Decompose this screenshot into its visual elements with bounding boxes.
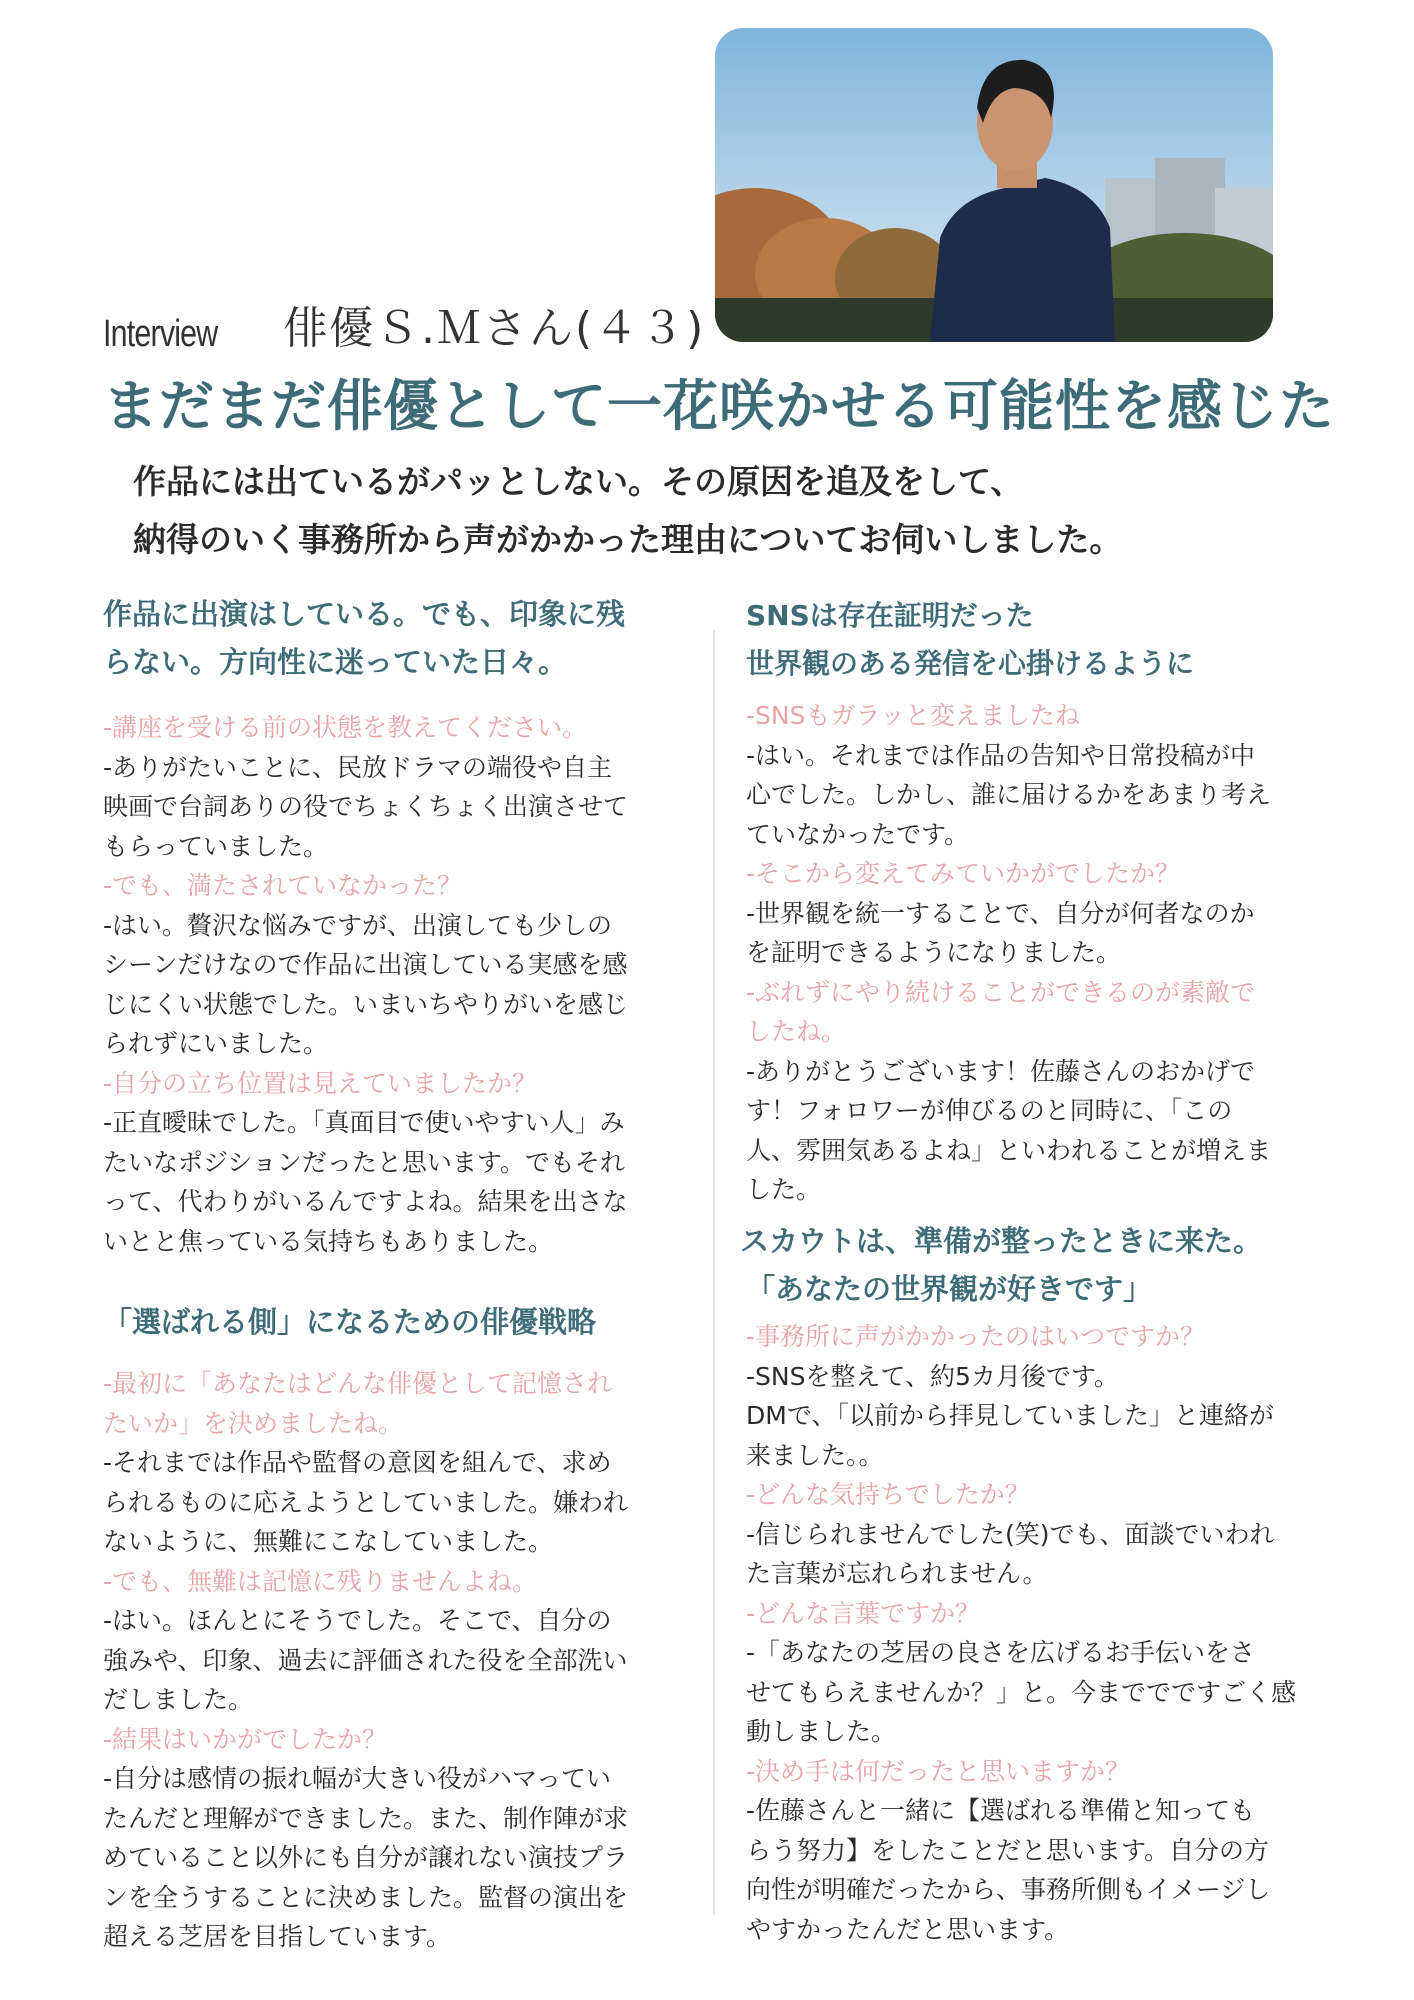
section-body [746, 696, 1326, 1210]
answer-line: じにくい状態でした。いまいちやりがいを感じ [103, 989, 629, 1019]
column-divider [713, 630, 715, 1915]
interview-label: Interview [103, 313, 218, 355]
answer-line: 超える芝居を目指しています。 [103, 1922, 452, 1951]
answer-line: -はい。ほんとにそうでした。そこで、自分の [103, 1606, 612, 1635]
question-line: -でも、満たされていなかった？ [103, 871, 463, 900]
answer-line: -はい。贅沢な悩みですが、出演しても少しの [103, 910, 613, 940]
answer-line: -ありがたいことに、民放ドラマの端役や自主 [103, 752, 613, 782]
question-line: -そこから変えてみていかがでしたか？ [746, 859, 1181, 888]
page-headline: まだまだ俳優として一花咲かせる可能性を感じた [103, 374, 1336, 438]
section-heading: 世界観のある発信を心掛けるように [746, 647, 1195, 680]
section-2 [103, 1298, 668, 1957]
answer-line: いとと焦っている気持ちもありました。 [103, 1226, 554, 1256]
question-line: -結果はいかがでしたか？ [103, 1724, 388, 1754]
section-heading: スカウトは、準備が整ったときに来た。 [740, 1224, 1263, 1258]
portrait-photo [715, 28, 1273, 342]
section-heading: 作品に出演はしている。でも、印象に残 [103, 597, 626, 631]
answer-line: 強みや、印象、過去に評価された役を全部洗い [103, 1645, 628, 1675]
answer-line: ないように、無難にこなしていました。 [103, 1527, 554, 1556]
answer-line: たいなポジションだったと思います。でもそれ [103, 1147, 625, 1177]
answer-line: -はい。それまでは作品の告知や日常投稿が中 [746, 740, 1256, 770]
question-line: -最初に「あなたはどんな俳優として記憶され [103, 1369, 613, 1398]
answer-line: た言葉が忘れられません。 [746, 1559, 1048, 1588]
section-heading: らない。方向性に迷っていた日々。 [103, 645, 568, 679]
answer-line: られずにいました。 [103, 1029, 329, 1058]
answer-line: らう努力】をしたことだと思います。自分の方 [746, 1835, 1270, 1865]
answer-line: -「あなたの芝居の良さを広げるお手伝いをさ [746, 1638, 1256, 1667]
lead-text [133, 453, 1122, 569]
answer-line: -ありがとうございます！佐藤さんのおかげで [746, 1056, 1256, 1086]
interviewee-name: 俳優Ｓ.Ｍさん(４３) [283, 303, 706, 354]
answer-line: ていなかったです。 [746, 819, 970, 849]
answer-line: ンを全うすることに決めました。監督の演出を [103, 1882, 629, 1912]
answer-line: 来ました。。 [746, 1440, 884, 1470]
section-heading: 「選ばれる側」になるための俳優戦略 [103, 1305, 597, 1339]
answer-line: -自分は感情の振れ幅が大きい役がハマってい [103, 1764, 612, 1793]
answer-line: 人、雰囲気あるよね」といわれることが増えま [746, 1135, 1272, 1165]
section-body [746, 1317, 1366, 1949]
answer-line: 動しました。 [746, 1717, 897, 1746]
question-line: -事務所に声がかかったのはいつですか？ [746, 1322, 1206, 1351]
answer-line: やすかったんだと思います。 [746, 1914, 1070, 1944]
answer-line: -正直曖昧でした。「真面目で使いやすい人」み [103, 1108, 625, 1137]
answer-line: -信じられませんでした(笑)でも、面談でいわれ [746, 1519, 1275, 1549]
answer-line: 心でした。しかし、誰に届けるかをあまり考え [746, 780, 1272, 809]
section-3 [746, 592, 1326, 1210]
question-line: -どんな気持ちでしたか？ [746, 1480, 1030, 1509]
answer-line: DMで、「以前から拝見していました」と連絡が [746, 1401, 1274, 1430]
question-line: -SNSもガラッと変えましたね [746, 701, 1080, 730]
question-line: -でも、無難は記憶に残りませんよね。 [103, 1566, 538, 1596]
answer-line: シーンだけなので作品に出演している実感を感 [103, 950, 628, 979]
answer-line: られるものに応えようとしていました。嫌われ [103, 1487, 629, 1517]
lead-line: 作品には出ているがパッとしない。その原因を追及をして、 [133, 462, 1024, 501]
question-line: したね。 [746, 1017, 847, 1046]
answer-line: -SNSを整えて、約5カ月後です。 [746, 1361, 1119, 1391]
answer-line: す！フォロワーが伸びるのと同時に、「この [746, 1096, 1233, 1125]
answer-line: もらっていました。 [103, 831, 329, 861]
answer-line: した。 [746, 1175, 822, 1204]
lead-line: 納得のいく事務所から声がかかった理由についてお伺いしました。 [133, 520, 1123, 559]
section-body [103, 708, 668, 1261]
question-line: -ぶれずにやり続けることができるのが素敵で [746, 977, 1256, 1007]
answer-line: 向性が明確だったから、事務所側もイメージし [746, 1875, 1271, 1904]
answer-line: せてもらえませんか？」と。今まででですごく感 [746, 1677, 1297, 1707]
section-1 [103, 590, 668, 1261]
question-line: たいか」を決めましたね。 [103, 1408, 404, 1438]
section-heading: SNSは存在証明だった [746, 599, 1034, 632]
question-line: -決め手は何だったと思いますか？ [746, 1756, 1131, 1786]
answer-line: って、代わりがいるんですよね。結果を出さな [103, 1187, 628, 1216]
interview-header [103, 296, 705, 356]
answer-line: だしました。 [103, 1685, 254, 1714]
answer-line: めていること以外にも自分が譲れない演技プラ [103, 1843, 629, 1872]
answer-line: たんだと理解ができました。また、制作陣が求 [103, 1803, 629, 1833]
section-4 [740, 1217, 1366, 1949]
answer-line: -佐藤さんと一緒に【選ばれる準備と知っても [746, 1796, 1256, 1825]
answer-line: -世界観を統一することで、自分が何者なのか [746, 898, 1255, 928]
question-line: -どんな言葉ですか？ [746, 1598, 981, 1628]
question-line: -講座を受ける前の状態を教えてください。 [103, 713, 588, 742]
answer-line: 映画で台詞ありの役でちょくちょく出演させて [103, 792, 629, 821]
answer-line: -それまでは作品や監督の意図を組んで、求め [103, 1448, 612, 1477]
answer-line: を証明できるようになりました。 [746, 938, 1122, 967]
section-body [103, 1364, 668, 1957]
section-heading: 「あなたの世界観が好きです」 [746, 1272, 1153, 1306]
question-line: -自分の立ち位置は見えていましたか？ [103, 1068, 538, 1098]
